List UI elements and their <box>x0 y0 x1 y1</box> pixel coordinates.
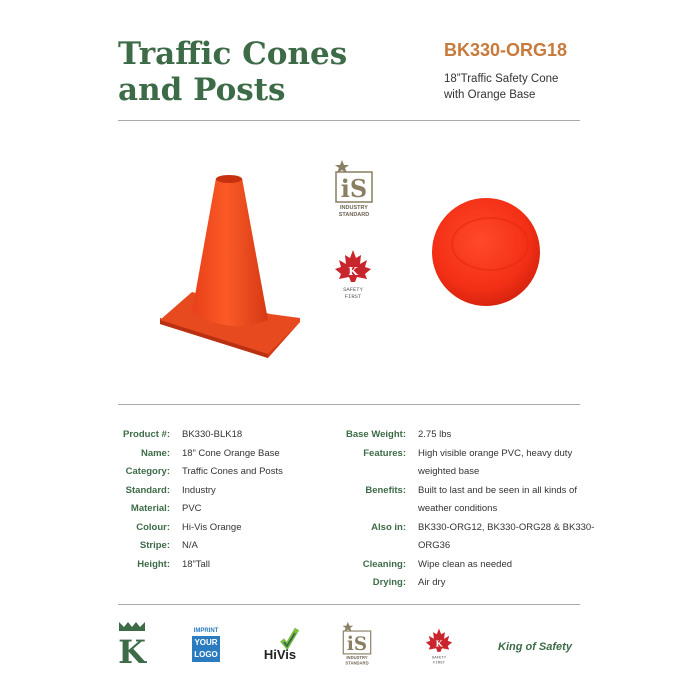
safety-badge-text-1: SAFETY <box>343 286 363 293</box>
is-footer-text-1: INDUSTRY <box>346 655 368 661</box>
spec-label: Material: <box>130 503 170 514</box>
title-line-1: Traffic Cones <box>118 36 348 72</box>
spec-value: 18” Cone Orange Base <box>182 447 280 459</box>
spec-label: Product #: <box>123 429 170 440</box>
safety-badge-letter: K <box>348 265 358 278</box>
is-footer-letters: iS <box>346 634 368 656</box>
industry-standard-badge-icon <box>333 160 375 218</box>
hivis-logo-text: HiVis <box>263 647 297 662</box>
spec-value: BK330-ORG12, BK330-ORG28 & BK330-ORG36 <box>418 521 595 551</box>
spec-row-material <box>100 500 332 519</box>
safety-footer-letter: K <box>435 638 443 649</box>
spec-row-cleaning <box>322 556 618 575</box>
safety-footer-text-2: FIRST <box>432 661 446 666</box>
product-sku: BK330-ORG18 <box>444 40 568 60</box>
industry-standard-footer-icon <box>341 621 373 667</box>
spec-row-category <box>100 463 332 482</box>
safety-first-maple-leaf-icon <box>333 248 373 300</box>
page-title <box>118 36 418 108</box>
spec-row-also-in <box>322 519 618 556</box>
spec-label: Cleaning: <box>362 558 406 570</box>
brand-name: King of Safety <box>498 641 572 653</box>
cone-base-top-view-image <box>430 196 542 308</box>
spec-row-benefits <box>322 482 618 501</box>
spec-row-drying <box>322 574 618 593</box>
spec-label <box>322 463 406 482</box>
spec-label: Category: <box>125 466 170 477</box>
spec-value: Hi-Vis Orange <box>182 521 242 533</box>
spec-row-colour <box>100 519 332 538</box>
spec-label: Colour: <box>136 521 170 533</box>
k-logo-letter: K <box>118 633 146 671</box>
spec-label: Name: <box>140 447 170 459</box>
is-badge-text-2: STANDARD <box>338 212 370 218</box>
spec-value: Built to last and be seen in all kinds of <box>418 484 577 496</box>
spec-value: N/A <box>182 540 198 551</box>
is-badge-letters: iS <box>340 174 368 203</box>
spec-row-standard <box>100 482 332 501</box>
safety-footer-text-1: SAFETY <box>431 656 447 661</box>
spec-label: Base Weight: <box>345 429 406 440</box>
subtitle-line-1: 18”Traffic Safety Cone <box>444 73 559 85</box>
divider-middle <box>118 404 580 405</box>
spec-value: PVC <box>182 503 202 514</box>
spec-value: Traffic Cones and Posts <box>182 466 283 477</box>
spec-row-stripe <box>100 537 332 556</box>
spec-value: weather conditions <box>418 503 498 514</box>
spec-value: Industry <box>182 484 216 496</box>
spec-table-left <box>100 426 332 574</box>
spec-value: Wipe clean as needed <box>418 558 513 570</box>
spec-label: Features: <box>363 447 406 459</box>
spec-label: Drying: <box>372 577 406 588</box>
spec-value: 2.75 lbs <box>418 429 452 440</box>
spec-label: Also in: <box>371 521 406 533</box>
is-footer-text-2: STANDARD <box>345 660 369 666</box>
product-subtitle <box>444 71 584 103</box>
spec-label <box>322 500 406 519</box>
safety-badge-text-2: FIRST <box>344 293 362 300</box>
traffic-cone-image <box>158 172 302 358</box>
spec-row-name <box>100 445 332 464</box>
spec-label: Standard: <box>125 484 170 496</box>
imprint-line-2: LOGO <box>194 650 218 659</box>
spec-value: 18”Tall <box>182 558 210 570</box>
spec-value: Air dry <box>418 577 446 588</box>
spec-value: High visible orange PVC, heavy duty <box>418 447 573 459</box>
king-crown-logo-icon <box>118 622 146 671</box>
spec-value: BK330-BLK18 <box>182 429 243 440</box>
spec-row-benefits-cont <box>322 500 618 519</box>
imprint-box <box>192 636 220 662</box>
imprint-your-logo-icon <box>192 628 220 662</box>
is-badge-text-1: INDUSTRY <box>340 205 368 211</box>
spec-row-base-weight <box>322 426 618 445</box>
divider-top <box>118 120 580 121</box>
imprint-label: IMPRINT <box>193 628 219 634</box>
hi-vis-check-logo-icon <box>263 626 298 662</box>
spec-label: Height: <box>137 558 170 570</box>
spec-row-height <box>100 556 332 575</box>
divider-bottom <box>118 604 580 605</box>
subtitle-line-2: with Orange Base <box>444 89 536 101</box>
spec-table-right <box>322 426 618 593</box>
spec-row-features-cont <box>322 463 618 482</box>
spec-label: Stripe: <box>139 540 170 551</box>
spec-row-features <box>322 445 618 464</box>
spec-row-product <box>100 426 332 445</box>
safety-first-footer-icon <box>423 627 455 665</box>
spec-label: Benefits: <box>365 484 406 496</box>
spec-value: weighted base <box>418 466 480 477</box>
imprint-line-1: YOUR <box>194 638 218 647</box>
title-line-2: and Posts <box>118 72 286 108</box>
